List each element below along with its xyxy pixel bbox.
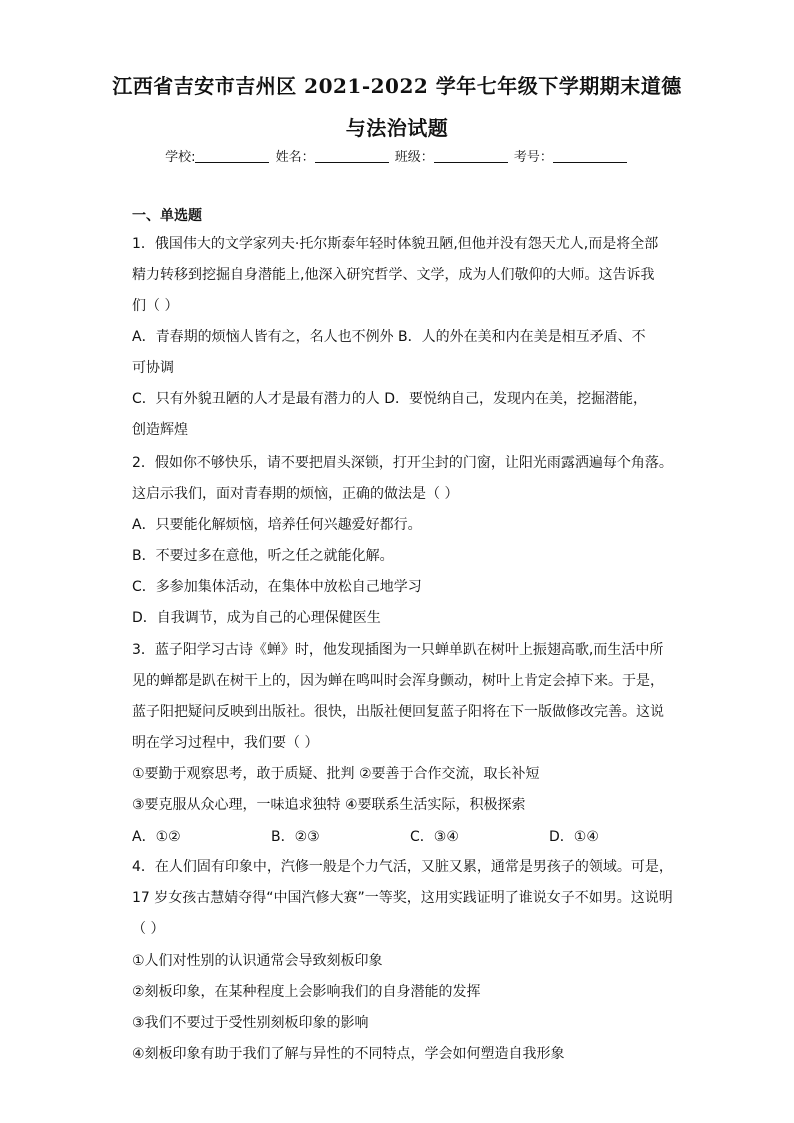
q1-stem-line: 精力转移到挖掘自身潜能上,他深入研究哲学、文学，成为人们敬仰的大师。这告诉我 (132, 267, 655, 283)
q4-stem-line: 4．在人们固有印象中，汽修一般是个力气活，又脏又累，通常是男孩子的领域。可是， (132, 859, 673, 875)
q3-stem-line: 明在学习过程中，我们要（ ） (132, 735, 319, 751)
section-title: 一、单选题 (132, 208, 202, 224)
name-label: 姓名： (275, 150, 315, 165)
exam-no-label: 考号： (513, 150, 553, 165)
q3-stem-line: 蓝子阳把疑问反映到出版社。很快，出版社便回复蓝子阳将在下一版做修改完善。这说 (132, 704, 664, 720)
q3-stem-line: 见的蝉都是趴在树干上的，因为蝉在鸣叫时会浑身颤动，树叶上肯定会掉下来。于是， (132, 673, 664, 689)
q3-choice-a: A．①② (132, 829, 181, 845)
school-blank[interactable] (195, 150, 269, 163)
q3-stem-line: 3．蓝子阳学习古诗《蝉》时，他发现插图为一只蝉单趴在树叶上振翅高歌,而生活中所 (132, 642, 664, 658)
q3-choice-d: D．①④ (549, 829, 599, 845)
q4-statement-line: ③我们不要过于受性别刻板印象的影响 (132, 1015, 369, 1031)
q4-statement-line: ①人们对性别的认识通常会导致刻板印象 (132, 953, 383, 969)
student-info-line (0, 146, 794, 165)
q3-choice-c: C．③④ (410, 829, 459, 845)
q2-stem-line: 2．假如你不够快乐，请不要把眉头深锁，打开尘封的门窗，让阳光雨露洒遍每个角落。 (132, 455, 673, 471)
q2-stem-line: 这启示我们，面对青春期的烦恼，正确的做法是（ ） (132, 486, 459, 502)
q2-option-c: C．多参加集体活动，在集体中放松自己地学习 (132, 579, 422, 595)
q4-statement-line: ②刻板印象，在某种程度上会影响我们的自身潜能的发挥 (132, 984, 481, 1000)
school-label: 学校: (165, 150, 196, 165)
q3-statement-line: ①要勤于观察思考，敢于质疑、批判 ②要善于合作交流，取长补短 (132, 766, 540, 782)
exam-no-blank[interactable] (553, 150, 627, 163)
q1-option-line: A．青春期的烦恼人皆有之，名人也不例外 B．人的外在美和内在美是相互矛盾、不 (132, 329, 646, 345)
q2-option-d: D．自我调节，成为自己的心理保健医生 (132, 610, 381, 626)
class-label: 班级： (394, 150, 434, 165)
q2-option-b: B．不要过多在意他，听之任之就能化解。 (132, 548, 394, 564)
q3-choice-b: B．②③ (271, 829, 320, 845)
q1-option-line: 创造辉煌 (132, 422, 188, 438)
q2-option-a: A．只要能化解烦恼，培养任何兴趣爱好都行。 (132, 517, 422, 533)
q4-stem-line: （ ） (132, 921, 165, 937)
q1-stem-line: 们（ ） (132, 298, 179, 314)
q1-option-line: C．只有外貌丑陋的人才是最有潜力的人 D．要悦纳自己，发现内在美，挖掘潜能， (132, 391, 648, 407)
q4-statement-line: ④刻板印象有助于我们了解与异性的不同特点，学会如何塑造自我形象 (132, 1046, 565, 1062)
class-blank[interactable] (434, 150, 508, 163)
exam-title-line1: 江西省吉安市吉州区 2021-2022 学年七年级下学期期末道德 (112, 74, 682, 98)
exam-title-line2: 与法治试题 (345, 116, 449, 140)
name-blank[interactable] (315, 150, 389, 163)
q1-option-line: 可协调 (132, 360, 174, 376)
q4-stem-line: 17 岁女孩古慧婧夺得“中国汽修大赛”一等奖，这用实践证明了谁说女子不如男。这说明 (132, 890, 673, 906)
q3-statement-line: ③要克服从众心理，一味追求独特 ④要联系生活实际，积极探索 (132, 797, 526, 813)
q1-stem-line: 1．俄国伟大的文学家列夫·托尔斯泰年轻时体貌丑陋,但他并没有怨天尤人,而是将全部 (132, 236, 659, 252)
